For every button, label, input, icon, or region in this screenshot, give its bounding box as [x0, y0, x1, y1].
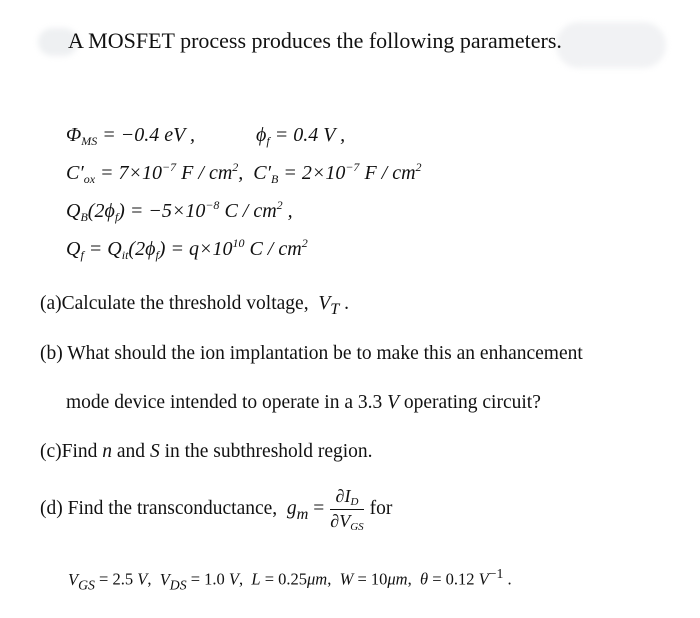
question-b-line1: (b) What should the ion implantation be to make this an enhancement: [40, 343, 583, 364]
param-phi-ms: $\Phi_{MS} = -0.4$ eV ,: [66, 124, 195, 148]
question-d: [40, 486, 392, 533]
question-d-prefix: (d) Find the transconductance, $g_m$ =: [40, 497, 325, 523]
question-d-suffix: for: [369, 497, 393, 519]
question-a: (a)Calculate the threshold voltage, $V_T$ .: [40, 293, 350, 318]
question-b-line2: mode device intended to operate in a 3.3 V operating circuit?: [66, 392, 541, 413]
question-c: (c)Find n and S in the subthreshold region.: [40, 441, 373, 462]
partial-derivative-fraction: [330, 486, 363, 533]
fraction-denominator: $\partial V_{GS}$: [330, 511, 364, 533]
param-cox-cb: $C'_{ox} = 7\times 10^{-7}$ F / $cm^2$, $C'_B = 2\times 10^{-7}$ F / $cm^2$: [66, 160, 422, 186]
question-d-conditions: $V_{GS} = 2.5$ V, $V_{DS} = 1.0$ V, L = 0.25μm, W = 10μm, θ = 0.12 $V^{-1}$ .: [68, 566, 512, 592]
problem-title: A MOSFET process produces the following parameters.: [68, 28, 562, 53]
param-qb: $Q_B(2\phi_f) = -5\times 10^{-8}$ C / $cm^2$ ,: [66, 198, 293, 224]
blurred-region: [556, 22, 666, 68]
fraction-numerator: $\partial I_D$: [330, 486, 363, 510]
param-phi-f: $\phi_f = 0.4$ V ,: [256, 124, 346, 148]
param-qf: $Q_f = Q_{it}(2\phi_f) = q\times 10^{10}$ C / $cm^2$: [66, 236, 308, 262]
